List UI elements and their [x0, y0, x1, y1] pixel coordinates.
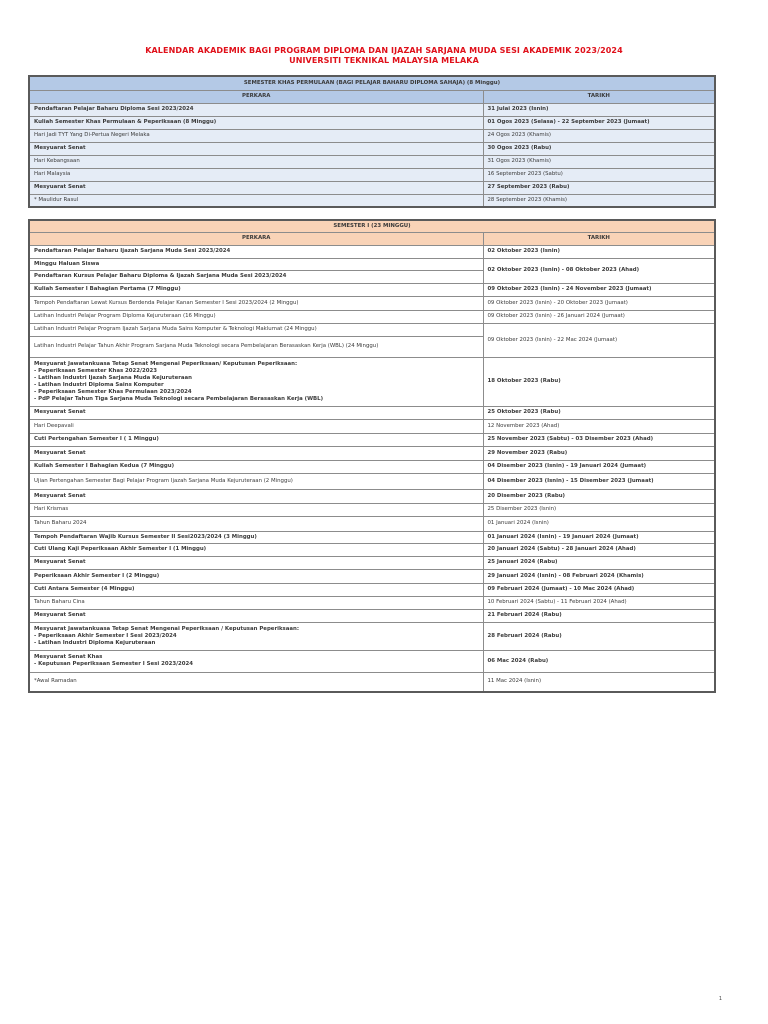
perkara-cell: Mesyuarat Jawatankuasa Tetap Senat Mengenai Peperiksaan/ Keputusan Peperiksaan: - Peperiksaan Semester Khas 2022/2023 - Latihan Industri Ijazah Sarjana Muda Kejuruteraan - Latihan Industri Diploma Sains Komputer - Peperiksaan Semester Khas Permulaan 2023/2024 - PdP Pelajar Tahun Tiga Sarjana Muda Teknologi secara Pembelajaran Berasaskan Kerja (WBL)	[29, 357, 483, 406]
perkara-cell: Peperiksaan Akhir Semester I (2 Minggu)	[29, 569, 483, 583]
perkara-cell: Mesyuarat Senat	[29, 556, 483, 569]
perkara-cell: Kuliah Semester I Bahagian Pertama (7 Minggu)	[29, 283, 483, 296]
perkara-cell: Mesyuarat Senat	[29, 181, 483, 194]
table-row	[29, 419, 715, 433]
table-row	[29, 516, 715, 531]
table-row	[29, 296, 715, 310]
table-row	[29, 650, 715, 672]
tarikh-cell: 01 Januari 2024 (Isnin)	[483, 516, 715, 531]
tarikh-cell: 04 Disember 2023 (Isnin) - 19 Januari 2024 (Jumaat)	[483, 460, 715, 473]
table-row	[29, 103, 715, 116]
table-row	[29, 622, 715, 650]
tarikh-cell: 25 Disember 2023 (Isnin)	[483, 503, 715, 516]
perkara-cell: Mesyuarat Senat	[29, 142, 483, 155]
tarikh-cell: 24 Ogos 2023 (Khamis)	[483, 129, 715, 142]
column-header-tarikh: TARIKH	[483, 232, 715, 245]
tarikh-cell: 01 Januari 2024 (Isnin) - 19 Januari 2024 (Jumaat)	[483, 531, 715, 543]
column-header-perkara: PERKARA	[29, 232, 483, 245]
tarikh-cell: 31 Julai 2023 (Isnin)	[483, 103, 715, 116]
perkara-cell: Mesyuarat Senat	[29, 446, 483, 460]
tarikh-cell: 30 Ogos 2023 (Rabu)	[483, 142, 715, 155]
tarikh-cell: 25 Januari 2024 (Rabu)	[483, 556, 715, 569]
perkara-cell: Pendaftaran Pelajar Baharu Diploma Sesi 2023/2024	[29, 103, 483, 116]
table-row	[29, 155, 715, 168]
tarikh-cell: 29 Januari 2024 (Isnin) - 08 Februari 2024 (Khamis)	[483, 569, 715, 583]
table-row	[29, 245, 715, 258]
table-row	[29, 596, 715, 609]
table-row	[29, 556, 715, 569]
tarikh-cell: 21 Februari 2024 (Rabu)	[483, 609, 715, 622]
perkara-cell: Tempoh Pendaftaran Lewat Kursus Berdenda Pelajar Kanan Semester I Sesi 2023/2024 (2 Minggu)	[29, 296, 483, 310]
perkara-cell: Mesyuarat Senat Khas - Keputusan Peperiksaan Semester I Sesi 2023/2024	[29, 650, 483, 672]
perkara-cell: Hari Kebangsaan	[29, 155, 483, 168]
perkara-cell: Cuti Antara Semester (4 Minggu)	[29, 583, 483, 596]
perkara-cell: Ujian Pertengahan Semester Bagi Pelajar Program Ijazah Sarjana Muda Kejuruteraan (2 Minggu)	[29, 473, 483, 489]
document-title	[0, 46, 768, 66]
perkara-cell: Mesyuarat Senat	[29, 489, 483, 503]
table-row	[29, 310, 715, 323]
tarikh-cell: 31 Ogos 2023 (Khamis)	[483, 155, 715, 168]
perkara-cell: Hari Deepavali	[29, 419, 483, 433]
table-row	[29, 446, 715, 460]
perkara-cell: Hari Malaysia	[29, 168, 483, 181]
table-row	[29, 406, 715, 419]
perkara-cell: Kuliah Semester I Bahagian Kedua (7 Minggu)	[29, 460, 483, 473]
tarikh-cell: 18 Oktober 2023 (Rabu)	[483, 357, 715, 406]
table-row	[29, 129, 715, 142]
table-row	[29, 181, 715, 194]
perkara-cell: Cuti Pertengahan Semester I ( 1 Minggu)	[29, 433, 483, 446]
table-row	[29, 194, 715, 207]
tarikh-cell: 12 November 2023 (Ahad)	[483, 419, 715, 433]
perkara-cell: Latihan Industri Pelajar Program Diploma Kejuruteraan (16 Minggu)	[29, 310, 483, 323]
tarikh-cell: 25 November 2023 (Sabtu) - 03 Disember 2023 (Ahad)	[483, 433, 715, 446]
tarikh-cell: 02 Oktober 2023 (Isnin) - 08 Oktober 2023 (Ahad)	[483, 258, 715, 283]
column-header-tarikh: TARIKH	[483, 90, 715, 103]
perkara-cell: Minggu Haluan Siswa	[29, 258, 483, 270]
perkara-cell: Hari Krismas	[29, 503, 483, 516]
perkara-cell: Mesyuarat Senat	[29, 609, 483, 622]
tarikh-cell: 06 Mac 2024 (Rabu)	[483, 650, 715, 672]
perkara-cell: Mesyuarat Jawatankuasa Tetap Senat Mengenai Peperiksaan / Keputusan Peperiksaan: - Peperiksaan Akhir Semester I Sesi 2023/2024 - Latihan Industri Diploma Kejuruteraan	[29, 622, 483, 650]
table-row	[29, 543, 715, 556]
table-row	[29, 357, 715, 406]
tarikh-cell: 04 Disember 2023 (Isnin) - 15 Disember 2023 (Jumaat)	[483, 473, 715, 489]
tarikh-cell: 01 Ogos 2023 (Selasa) - 22 September 2023 (Jumaat)	[483, 116, 715, 129]
table-row	[29, 433, 715, 446]
table-row	[29, 168, 715, 181]
table-row	[29, 473, 715, 489]
tarikh-cell: 09 Februari 2024 (Jumaat) - 10 Mac 2024 (Ahad)	[483, 583, 715, 596]
table-row	[29, 258, 715, 270]
table-row	[29, 142, 715, 155]
perkara-cell: Tahun Baharu 2024	[29, 516, 483, 531]
perkara-cell: Latihan Industri Pelajar Program Ijazah Sarjana Muda Sains Komputer & Teknologi Maklumat (24 Minggu)	[29, 323, 483, 336]
perkara-cell: * Maulidur Rasul	[29, 194, 483, 207]
perkara-cell: Mesyuarat Senat	[29, 406, 483, 419]
tarikh-cell: 28 September 2023 (Khamis)	[483, 194, 715, 207]
tarikh-cell: 09 Oktober 2023 (Isnin) - 20 Oktober 2023 (Jumaat)	[483, 296, 715, 310]
perkara-cell: Cuti Ulang Kaji Peperiksaan Akhir Semester I (1 Minggu)	[29, 543, 483, 556]
perkara-cell: Latihan Industri Pelajar Tahun Akhir Program Sarjana Muda Teknologi secara Pembelajaran Berasaskan Kerja (WBL) (24 Minggu)	[29, 336, 483, 357]
table-row	[29, 460, 715, 473]
table-body	[29, 103, 715, 207]
table-row	[29, 609, 715, 622]
tarikh-cell: 28 Februari 2024 (Rabu)	[483, 622, 715, 650]
table-semester-1	[28, 219, 716, 693]
table-row	[29, 672, 715, 692]
table-semester-khas-permulaan	[28, 75, 716, 208]
tarikh-cell: 27 September 2023 (Rabu)	[483, 181, 715, 194]
perkara-cell: Tempoh Pendaftaran Wajib Kursus Semester II Sesi2023/2024 (3 Minggu)	[29, 531, 483, 543]
perkara-cell: Kuliah Semester Khas Permulaan & Peperiksaan (8 Minggu)	[29, 116, 483, 129]
table-row	[29, 283, 715, 296]
section-title: SEMESTER I (23 MINGGU)	[29, 220, 715, 232]
tarikh-cell: 11 Mac 2024 (Isnin)	[483, 672, 715, 692]
table-row	[29, 583, 715, 596]
table-row	[29, 489, 715, 503]
perkara-cell: Pendaftaran Kursus Pelajar Baharu Diploma & Ijazah Sarjana Muda Sesi 2023/2024	[29, 270, 483, 283]
tarikh-cell: 09 Oktober 2023 (Isnin) - 24 November 2023 (Jumaat)	[483, 283, 715, 296]
tarikh-cell: 16 September 2023 (Sabtu)	[483, 168, 715, 181]
tarikh-cell: 02 Oktober 2023 (Isnin)	[483, 245, 715, 258]
tarikh-cell: 25 Oktober 2023 (Rabu)	[483, 406, 715, 419]
tarikh-cell: 20 Januari 2024 (Sabtu) - 28 Januari 2024 (Ahad)	[483, 543, 715, 556]
tarikh-cell: 09 Oktober 2023 (Isnin) - 26 Januari 2024 (Jumaat)	[483, 310, 715, 323]
perkara-cell: *Awal Ramadan	[29, 672, 483, 692]
tarikh-cell: 29 November 2023 (Rabu)	[483, 446, 715, 460]
table-row	[29, 503, 715, 516]
page-number: 1	[718, 996, 722, 1002]
table-row	[29, 531, 715, 543]
tarikh-cell: 10 Februari 2024 (Sabtu) - 11 Februari 2024 (Ahad)	[483, 596, 715, 609]
perkara-cell: Tahun Baharu Cina	[29, 596, 483, 609]
section-title: SEMESTER KHAS PERMULAAN (BAGI PELAJAR BAHARU DIPLOMA SAHAJA) (8 Minggu)	[29, 76, 715, 90]
perkara-cell: Hari Jadi TYT Yang Di-Pertua Negeri Melaka	[29, 129, 483, 142]
tarikh-cell: 09 Oktober 2023 (Isnin) - 22 Mac 2024 (Jumaat)	[483, 323, 715, 357]
table-row	[29, 323, 715, 336]
title-line-1: KALENDAR AKADEMIK BAGI PROGRAM DIPLOMA DAN IJAZAH SARJANA MUDA SESI AKADEMIK 2023/2024	[145, 46, 623, 55]
table-row	[29, 569, 715, 583]
column-header-perkara: PERKARA	[29, 90, 483, 103]
title-line-2: UNIVERSITI TEKNIKAL MALAYSIA MELAKA	[289, 56, 479, 65]
tarikh-cell: 20 Disember 2023 (Rabu)	[483, 489, 715, 503]
table-row	[29, 116, 715, 129]
perkara-cell: Pendaftaran Pelajar Baharu Ijazah Sarjana Muda Sesi 2023/2024	[29, 245, 483, 258]
